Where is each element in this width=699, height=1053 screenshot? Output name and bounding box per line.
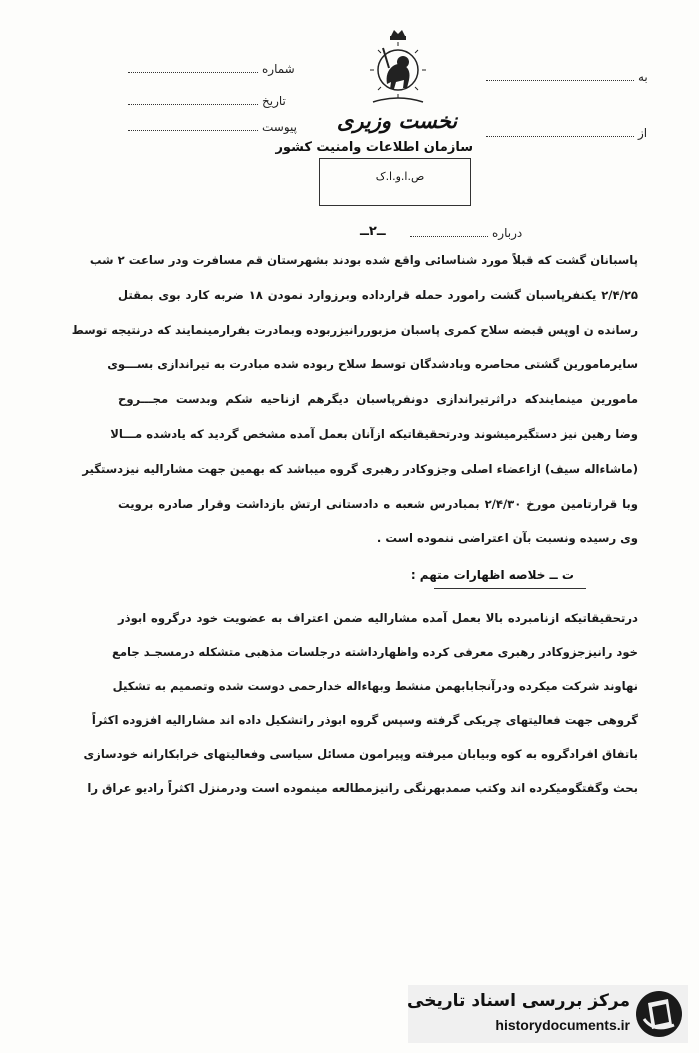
org-title: نخست وزیری: [336, 108, 458, 133]
reference-code: ص.ا.و.ا.ک: [375, 170, 425, 183]
body-line: پاسبانان گشت که قبلاً مورد شناسائی واقع شده بودند بشهرستان قم مسافرت ودر ساعت ۲ شب: [89, 253, 638, 267]
date-label: تاریخ: [262, 94, 286, 108]
to-field-line: [486, 80, 634, 81]
body-line: بحث وگفتگومیکرده اند وکتب صمدبهرنگی رانیزمطالعه مینموده است ودرمنزل اکثراً رادیو عراق را: [87, 781, 638, 795]
heading-underline: [434, 588, 586, 589]
source-url[interactable]: historydocuments.ir: [495, 1017, 630, 1033]
from-label: از: [638, 126, 648, 140]
source-watermark: [408, 985, 688, 1043]
body-line: درتحقیقاتیکه ازنامبرده بالا بعمل آمده مشارالیه ضمن اعتراف به عضویت خود درگروه ابوذر: [118, 611, 638, 625]
attachment-field-line: [128, 130, 258, 131]
body-line: وضا رهین نیز دستگیرمیشوند ودرتحقیقاتیکه ازآنان بعمل آمده مشخص گردید که یادشده مـــالا: [110, 427, 638, 441]
body-line: نهاوند شرکت میکرده ودرآنجابابهمن منشط وبهاءاله خدارحمی دوست شده وتصمیم به تشکیل: [112, 679, 638, 693]
body-line: ۲/۴/۲۵ یکنفرپاسبان گشت رامورد حمله قرارداده وبرزوارد نمودن ۱۸ ضربه کارد بوی بمقتل: [118, 288, 638, 302]
body-line: باتفاق افرادگروه به کوه وبیابان میرفته وپیرامون مسائل سیاسی وفعالیتهای خرابکارانه خودسازی: [83, 747, 638, 761]
body-line: وی رسیده ونسبت بآن اعتراضی ننموده است .: [376, 531, 638, 545]
lion-and-sun-emblem-icon: [363, 28, 433, 106]
body-line: رسانده ن اوپس قبضه سلاح کمری پاسبان مزبوررانیزربوده وبمادرت بفرارمینمایند که درنتیجه توسط: [71, 323, 638, 337]
body-line: (ماشاءاله سیف) ازاعضاء اصلی وجزوکادر رهبری گروه میباشد که بهمین جهت مشارالیه نیزدستگیر: [82, 462, 638, 476]
org-subtitle: سازمان اطلاعات وامنیت کشور: [275, 140, 473, 155]
body-line: گروهی جهت فعالیتهای چریکی گرفته وسپس گروه ابوذر راتشکیل داده اند مشارالیه افزوده اکثراً: [91, 713, 638, 727]
number-field-line: [128, 72, 258, 73]
body-line: خود رانیزجزوکادر رهبری معرفی کرده واظهارداشته درجلسات مذهبی متشکله درمسجـد جامع: [111, 645, 638, 659]
to-label: به: [638, 70, 648, 84]
page-number: ــ۲ــ: [360, 224, 386, 239]
source-name: مرکز بررسی اسناد تاریخی: [407, 991, 630, 1011]
about-label: درباره: [492, 226, 523, 240]
about-field-line: [410, 236, 488, 237]
attachment-label: پیوست: [262, 120, 297, 134]
body-line: سایرمامورین گشتی محاصره وبادشدگان توسط سلاح ربوده شده مبادرت به تیراندازی بســـوی: [107, 357, 638, 371]
number-label: شماره: [262, 62, 295, 76]
body-line: مامورین مینمایندکه دراثرتیراندازی دونفرپاسبان دیگرهم ازناحیه شکم وبدست مجـــروح: [118, 392, 638, 406]
archive-logo-icon: [634, 989, 684, 1039]
from-field-line: [486, 136, 634, 137]
section-heading: ت ــ خلاصه اظهارات متهم :: [410, 568, 574, 582]
date-field-line: [128, 104, 258, 105]
body-line: وبا قرارتامین مورخ ۲/۴/۳۰ بمبادرس شعبه ه دادستانی ارتش بازداشت وقرار صادره برویت: [118, 497, 638, 511]
